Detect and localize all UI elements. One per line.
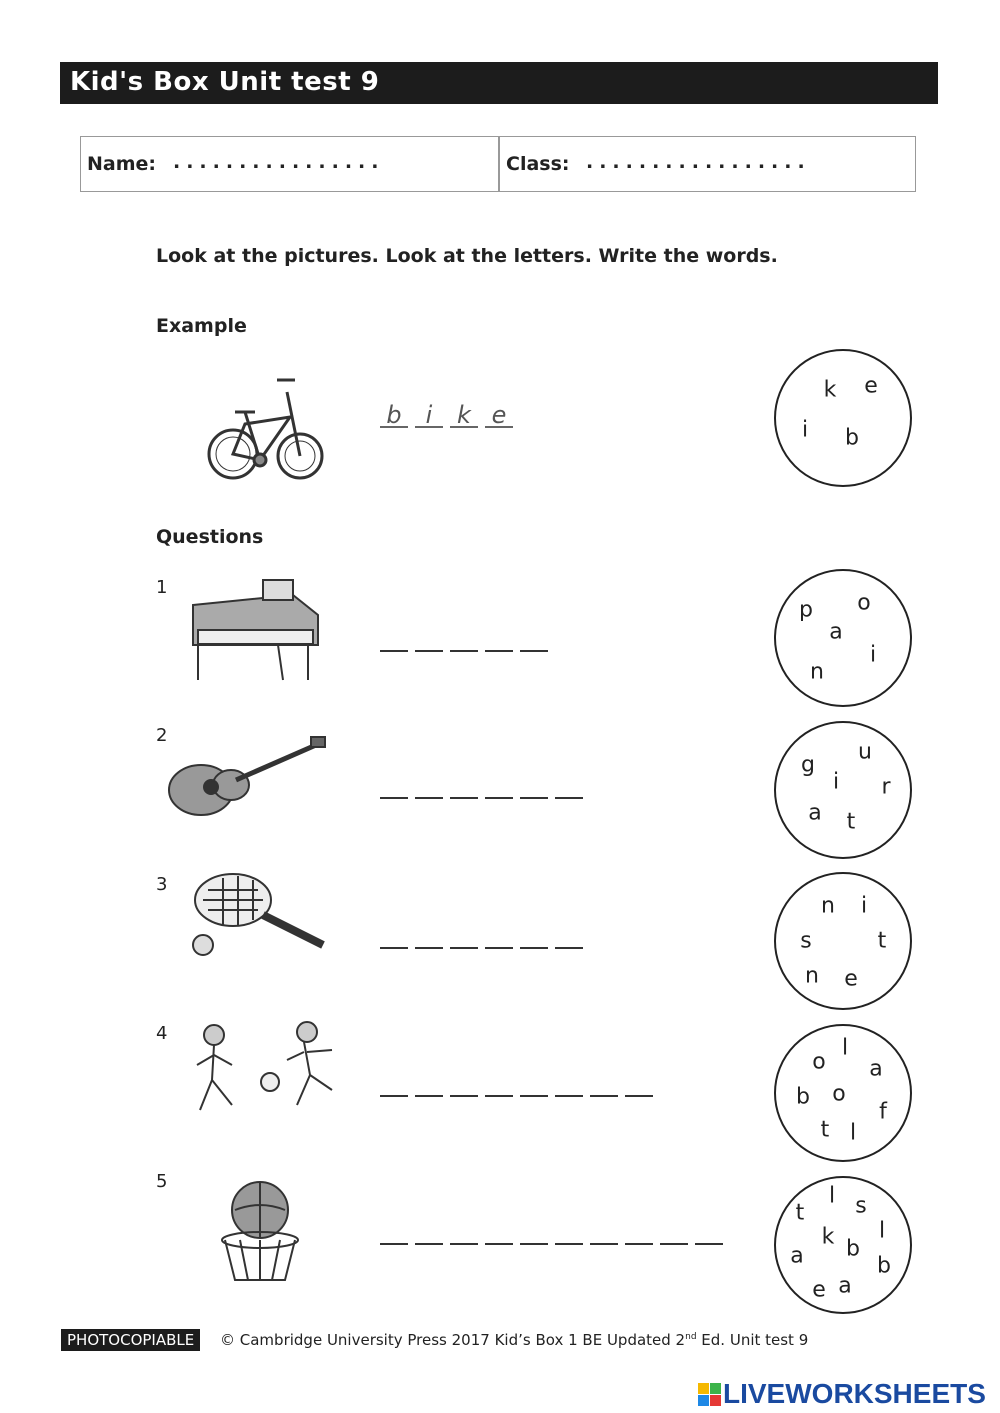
example-heading: Example [156, 315, 247, 337]
title-bar [60, 62, 938, 104]
answer-letter-input[interactable] [590, 1223, 618, 1245]
scrambled-letter: l [849, 1120, 857, 1146]
example-answer [380, 401, 513, 429]
example-letter-circle [774, 349, 912, 487]
answer-letter-input[interactable] [625, 1223, 653, 1245]
answer-letter-input[interactable] [520, 1223, 548, 1245]
divider [498, 137, 500, 191]
scrambled-letter: t [820, 1117, 830, 1143]
answer-blanks [380, 777, 583, 799]
tennis-picture [188, 870, 333, 965]
answer-letter-input[interactable] [415, 777, 443, 799]
scrambled-letter: b [796, 1084, 810, 1110]
logo-text: LIVEWORKSHEETS [723, 1378, 986, 1409]
instructions: Look at the pictures. Look at the letters. Write the words. [156, 245, 778, 267]
scrambled-letter: t [846, 809, 856, 835]
letter-circle [774, 1176, 912, 1314]
answer-letter-input[interactable] [485, 777, 513, 799]
example-answer-letter: b [380, 406, 408, 428]
scrambled-letter: g [801, 752, 815, 778]
example-answer-letter: e [485, 406, 513, 428]
scrambled-letter: k [823, 377, 837, 403]
answer-letter-input[interactable] [485, 927, 513, 949]
answer-letter-input[interactable] [415, 1223, 443, 1245]
scrambled-letter: e [864, 373, 878, 399]
copyright-text [220, 1331, 808, 1349]
letter-circle [774, 1024, 912, 1162]
logo-square [698, 1383, 709, 1394]
letter-circle [774, 721, 912, 859]
answer-letter-input[interactable] [520, 777, 548, 799]
scrambled-letter: t [877, 928, 887, 954]
scrambled-letter: u [858, 739, 872, 765]
logo-square [710, 1383, 721, 1394]
basketball-picture [210, 1180, 310, 1285]
scrambled-letter: r [881, 774, 891, 800]
scrambled-letter: o [857, 590, 871, 616]
answer-letter-input[interactable] [380, 630, 408, 652]
question-number: 3 [156, 874, 168, 895]
answer-blanks [380, 630, 548, 652]
answer-letter-input[interactable] [520, 630, 548, 652]
scrambled-letter: b [846, 1236, 860, 1262]
scrambled-letter: o [812, 1049, 826, 1075]
scrambled-letter: a [838, 1273, 852, 1299]
question-number: 5 [156, 1171, 168, 1192]
scrambled-letter: a [790, 1243, 804, 1269]
answer-letter-input[interactable] [555, 777, 583, 799]
scrambled-letter: n [810, 659, 824, 685]
scrambled-letter: l [841, 1035, 849, 1061]
piano-picture [183, 575, 328, 690]
answer-blanks [380, 927, 583, 949]
question-number: 1 [156, 577, 168, 598]
answer-letter-input[interactable] [450, 1075, 478, 1097]
class-label: Class: [506, 153, 570, 175]
answer-letter-input[interactable] [380, 1075, 408, 1097]
scrambled-letter: i [832, 769, 840, 795]
scrambled-letter: k [821, 1224, 835, 1250]
liveworksheets-logo[interactable] [698, 1378, 986, 1410]
scrambled-letter: i [801, 417, 809, 443]
answer-letter-input[interactable] [380, 777, 408, 799]
letter-circle [774, 872, 912, 1010]
copyright-b: Ed. Unit test 9 [696, 1331, 809, 1349]
answer-letter-input[interactable] [450, 630, 478, 652]
question-number: 4 [156, 1023, 168, 1044]
scrambled-letter: a [808, 800, 822, 826]
answer-letter-input[interactable] [520, 927, 548, 949]
answer-letter-input[interactable] [555, 927, 583, 949]
scrambled-letter: s [855, 1193, 867, 1219]
answer-letter-input[interactable] [485, 1223, 513, 1245]
questions-heading: Questions [156, 526, 264, 548]
answer-letter-input[interactable] [520, 1075, 548, 1097]
answer-letter-input[interactable] [415, 630, 443, 652]
scrambled-letter: i [869, 642, 877, 668]
scrambled-letter: i [860, 893, 868, 919]
scrambled-letter: l [878, 1218, 886, 1244]
answer-letter-input[interactable] [450, 1223, 478, 1245]
letter-circle [774, 569, 912, 707]
answer-letter-input[interactable] [695, 1223, 723, 1245]
scrambled-letter: e [812, 1277, 826, 1303]
scrambled-letter: a [829, 619, 843, 645]
scrambled-letter: n [805, 963, 819, 989]
scrambled-letter: b [877, 1253, 891, 1279]
class-field[interactable]: ................. [586, 151, 811, 173]
answer-letter-input[interactable] [450, 777, 478, 799]
student-info-box [80, 136, 916, 192]
answer-letter-input[interactable] [555, 1075, 583, 1097]
answer-blanks [380, 1223, 723, 1245]
answer-letter-input[interactable] [380, 927, 408, 949]
question-number: 2 [156, 725, 168, 746]
scrambled-letter: a [869, 1056, 883, 1082]
answer-letter-input[interactable] [590, 1075, 618, 1097]
answer-letter-input[interactable] [415, 1075, 443, 1097]
scrambled-letter: f [879, 1099, 887, 1125]
guitar-picture [166, 735, 331, 825]
answer-blanks [380, 1075, 653, 1097]
example-answer-letter: i [415, 406, 443, 428]
scrambled-letter: p [799, 597, 813, 623]
photocopiable-badge: PHOTOCOPIABLE [61, 1329, 200, 1351]
answer-letter-input[interactable] [380, 1223, 408, 1245]
name-field[interactable]: ................ [173, 151, 385, 173]
answer-letter-input[interactable] [555, 1223, 583, 1245]
scrambled-letter: l [828, 1183, 836, 1209]
scrambled-letter: e [844, 966, 858, 992]
logo-icon [698, 1383, 721, 1406]
answer-letter-input[interactable] [485, 630, 513, 652]
answer-letter-input[interactable] [415, 927, 443, 949]
copyright-a: © Cambridge University Press 2017 Kid’s Box 1 BE Updated 2 [220, 1331, 686, 1349]
answer-letter-input[interactable] [485, 1075, 513, 1097]
logo-square [710, 1395, 721, 1406]
scrambled-letter: s [800, 928, 812, 954]
scrambled-letter: o [832, 1081, 846, 1107]
scrambled-letter: t [795, 1200, 805, 1226]
answer-letter-input[interactable] [450, 927, 478, 949]
answer-letter-input[interactable] [660, 1223, 688, 1245]
answer-letter-input[interactable] [625, 1075, 653, 1097]
example-answer-letter: k [450, 406, 478, 428]
worksheet-title: Kid's Box Unit test 9 [70, 67, 380, 97]
bike-picture [205, 372, 327, 487]
scrambled-letter: b [845, 425, 859, 451]
football-picture [192, 1020, 347, 1125]
logo-square [698, 1395, 709, 1406]
copyright-sup: nd [685, 1332, 697, 1342]
name-label: Name: [87, 153, 157, 175]
scrambled-letter: n [821, 893, 835, 919]
